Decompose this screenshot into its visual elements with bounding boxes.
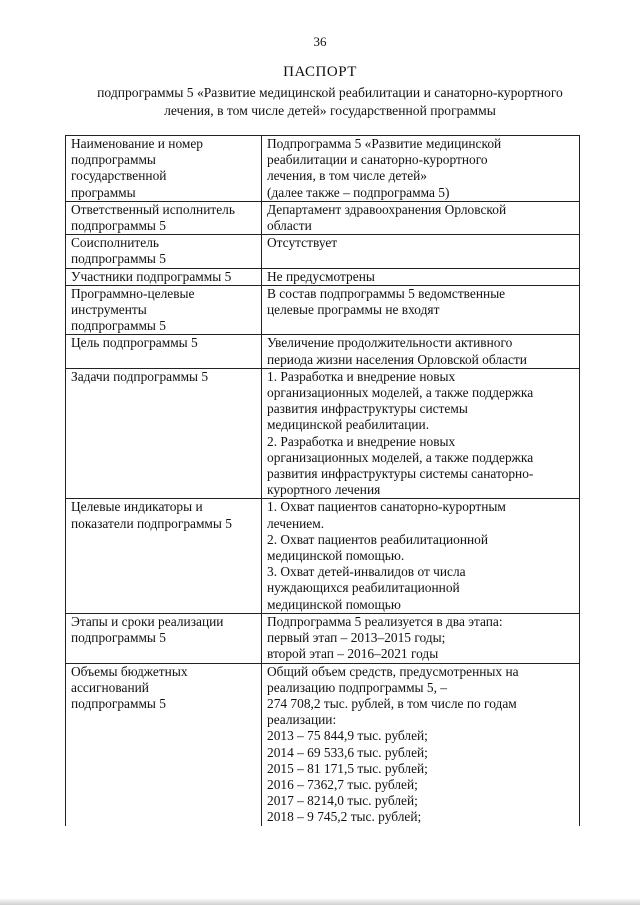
row-value-cell <box>262 613 580 663</box>
row-value-line: области <box>267 218 312 234</box>
row-value-line: (далее также – подпрограмма 5) <box>267 184 450 200</box>
row-value-cell <box>262 235 580 268</box>
row-label-line: Участники подпрограммы 5 <box>71 268 232 284</box>
row-label-line: подпрограммы 5 <box>71 218 166 234</box>
row-value-line: 2. Охват пациентов реабилитационной <box>267 531 489 547</box>
document-subtitle <box>60 84 600 120</box>
row-value-line: Не предусмотрены <box>267 268 375 284</box>
row-label-line: государственной <box>71 168 167 184</box>
row-value-line: 1. Разработка и внедрение новых <box>267 368 456 384</box>
row-label-line: Наименование и номер <box>71 136 204 151</box>
row-value-line: 2017 – 8214,0 тыс. рублей; <box>267 793 418 809</box>
scan-bottom-edge <box>0 898 640 905</box>
row-value-cell <box>262 335 580 368</box>
row-value-line: 2. Разработка и внедрение новых <box>267 433 456 449</box>
row-value-cell <box>262 663 580 826</box>
row-label-line: программы <box>71 184 136 200</box>
row-label-cell <box>66 285 262 335</box>
row-label-line: инструменты <box>71 302 147 318</box>
row-value-line: периода жизни населения Орловской области <box>267 351 527 367</box>
row-label-cell <box>66 499 262 613</box>
passport-table <box>65 135 580 826</box>
passport-row <box>66 499 580 613</box>
row-label-line: Ответственный исполнитель <box>71 201 235 217</box>
row-value-cell <box>262 499 580 613</box>
row-label-line: Целевые индикаторы и <box>71 499 203 515</box>
row-value-line: 1. Охват пациентов санаторно-курортным <box>267 499 506 515</box>
row-value-line: второй этап – 2016–2021 годы <box>267 646 439 662</box>
row-label-cell <box>66 268 262 285</box>
row-value-line: курортного лечения <box>267 482 381 498</box>
row-value-line: реализации: <box>267 712 337 728</box>
row-label-cell <box>66 663 262 826</box>
row-value-line: Отсутствует <box>267 235 338 251</box>
passport-row <box>66 368 580 499</box>
row-label-line: подпрограммы 5 <box>71 695 166 711</box>
row-label-cell <box>66 335 262 368</box>
row-value-line: нуждающихся реабилитационной <box>267 580 460 596</box>
row-label-line: подпрограммы 5 <box>71 318 166 334</box>
row-value-cell <box>262 285 580 335</box>
passport-row <box>66 285 580 335</box>
row-value-line: 3. Охват детей-инвалидов от числа <box>267 564 466 580</box>
row-value-line: реализацию подпрограммы 5, – <box>267 679 447 695</box>
subtitle-line: подпрограммы 5 «Развитие медицинской реабилитации и санаторно-курортного <box>97 85 563 100</box>
passport-row <box>66 335 580 368</box>
row-label-line: подпрограммы 5 <box>71 630 166 646</box>
row-value-line: 2013 – 75 844,9 тыс. рублей; <box>267 728 428 744</box>
row-value-line: Подпрограмма 5 реализуется в два этапа: <box>267 613 503 629</box>
row-label-line: Программно-целевые <box>71 285 195 301</box>
row-value-line: развития инфраструктуры системы санаторно- <box>267 466 534 482</box>
row-label-line: подпрограммы 5 <box>71 251 166 267</box>
row-value-line: организационных моделей, а также поддержка <box>267 385 534 401</box>
row-label-cell <box>66 235 262 268</box>
row-label-line: подпрограммы <box>71 152 156 168</box>
row-value-line: 2015 – 81 171,5 тыс. рублей; <box>267 760 428 776</box>
row-value-line: 2018 – 9 745,2 тыс. рублей; <box>267 809 422 825</box>
row-value-line: лечением. <box>267 515 325 531</box>
row-value-line: медицинской помощью. <box>267 548 405 564</box>
passport-row <box>66 136 580 202</box>
page-number: 36 <box>313 34 327 49</box>
row-value-line: целевые программы не входят <box>267 302 440 318</box>
row-value-line: лечения, в том числе детей» <box>267 168 427 184</box>
passport-row <box>66 235 580 268</box>
row-label-line: Этапы и сроки реализации <box>71 613 224 629</box>
row-label-line: ассигнований <box>71 679 149 695</box>
row-value-line: реабилитации и санаторно-курортного <box>267 152 488 168</box>
document-title: ПАСПОРТ <box>283 64 357 80</box>
row-value-line: организационных моделей, а также поддержка <box>267 449 534 465</box>
row-value-line: Увеличение продолжительности активного <box>267 335 513 351</box>
row-value-line: первый этап – 2013–2015 годы; <box>267 630 446 646</box>
row-value-line: 2016 – 7362,7 тыс. рублей; <box>267 776 418 792</box>
row-value-cell <box>262 368 580 499</box>
passport-table-body <box>66 136 580 826</box>
subtitle-line: лечения, в том числе детей» государственной программы <box>164 103 496 118</box>
row-value-cell <box>262 136 580 202</box>
row-label-line: Объемы бюджетных <box>71 663 188 679</box>
row-value-line: Общий объем средств, предусмотренных на <box>267 663 519 679</box>
row-value-line: развития инфраструктуры системы <box>267 401 468 417</box>
row-label-line: Цель подпрограммы 5 <box>71 335 198 351</box>
passport-row <box>66 663 580 826</box>
row-value-line: Подпрограмма 5 «Развитие медицинской <box>267 136 502 151</box>
row-label-cell <box>66 613 262 663</box>
row-value-line: 274 708,2 тыс. рублей, в том числе по годам <box>267 695 517 711</box>
passport-row <box>66 268 580 285</box>
row-value-cell <box>262 201 580 234</box>
row-value-cell <box>262 268 580 285</box>
row-value-line: медицинской помощью <box>267 596 401 612</box>
row-value-line: 2014 – 69 533,6 тыс. рублей; <box>267 744 428 760</box>
row-value-line: Департамент здравоохранения Орловской <box>267 201 507 217</box>
row-value-line: В состав подпрограммы 5 ведомственные <box>267 285 506 301</box>
row-label-line: Соисполнитель <box>71 235 160 251</box>
row-label-cell <box>66 136 262 202</box>
row-value-line: медицинской реабилитации. <box>267 417 430 433</box>
passport-row <box>66 201 580 234</box>
row-label-cell <box>66 201 262 234</box>
row-label-line: показатели подпрограммы 5 <box>71 515 232 531</box>
passport-row <box>66 613 580 663</box>
row-label-cell <box>66 368 262 499</box>
row-label-line: Задачи подпрограммы 5 <box>71 368 209 384</box>
